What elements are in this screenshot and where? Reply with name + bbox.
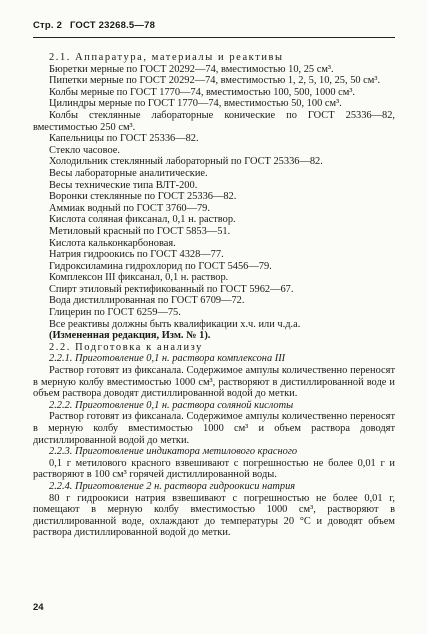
list-item: Цилиндры мерные по ГОСТ 1770—74, вместимостью 50, 100 см³. xyxy=(49,98,342,110)
list-item: Натрия гидроокись по ГОСТ 4328—77. xyxy=(49,249,224,261)
header-rule xyxy=(33,37,395,38)
list-item: Вода дистиллированная по ГОСТ 6709—72. xyxy=(49,295,245,307)
paragraph: Раствор готовят из фиксанала. Содержимое ампулы количественно переносят в мерную колбу вместимостью 1000 см³ и объем раствора доводят дистиллированной водой до метки. xyxy=(33,411,395,446)
paragraph: 0,1 г метилового красного взвешивают с погрешностью не более 0,01 г и растворяют в 100 см³ горячей дистиллированной воды. xyxy=(33,457,395,481)
header-page-label: Стр. 2 xyxy=(33,20,63,31)
list-item: Глицерин по ГОСТ 6259—75. xyxy=(49,307,181,319)
document-body xyxy=(33,52,395,539)
paragraph: Раствор готовят из фиксанала. Содержимое ампулы количественно переносят в мерную колбу вместимостью 1000 см³, растворяют в дистиллированной воде и объем раствора доводят дистиллированной водой до метки. xyxy=(33,365,395,400)
list-item: Колбы мерные по ГОСТ 1770—74, вместимостью 100, 500, 1000 см³. xyxy=(49,86,356,98)
list-item: Гидроксиламина гидрохлорид по ГОСТ 5456—79. xyxy=(49,260,272,272)
list-item: Спирт этиловый ректификованный по ГОСТ 5962—67. xyxy=(49,283,294,295)
section-heading: 2.2. Подготовка к анализу xyxy=(49,341,203,353)
list-item: Колбы стеклянные лабораторные конические по ГОСТ 25336—82, вместимостью 250 см³. xyxy=(33,109,395,133)
subsection-heading: 2.2.1. Приготовление 0,1 н. раствора комплексона III xyxy=(49,353,286,365)
section-heading: 2.1. Аппаратура, материалы и реактивы xyxy=(49,52,284,63)
list-item: Весы лабораторные аналитические. xyxy=(49,167,208,179)
list-item: Метиловый красный по ГОСТ 5853—51. xyxy=(49,225,231,237)
list-item: Кислота кальконкарбоновая. xyxy=(49,237,176,249)
list-item: Стекло часовое. xyxy=(49,144,120,156)
running-header xyxy=(33,20,395,31)
subsection-heading: 2.2.2. Приготовление 0,1 н. раствора соляной кислоты xyxy=(49,399,294,411)
list-item: Воронки стеклянные по ГОСТ 25336—82. xyxy=(49,191,237,203)
subsection-heading: 2.2.4. Приготовление 2 н. раствора гидроокиси натрия xyxy=(49,480,296,492)
list-item: Весы технические типа ВЛТ-200. xyxy=(49,179,198,191)
paragraph: 80 г гидроокиси натрия взвешивают с погрешностью не более 0,01 г, помещают в мерную колбу вместимостью 1000 см³, растворяют в дистиллированной воде, охлаждают до температуры 20 °С и доводят объем раствора дистиллированной водой до метки. xyxy=(33,492,395,539)
list-item: Кислота соляная фиксанал, 0,1 н. раствор. xyxy=(49,214,236,226)
header-standard: ГОСТ 23268.5—78 xyxy=(69,20,156,31)
list-item: Комплексон III фиксанал, 0,1 н. раствор. xyxy=(49,272,229,284)
document-page xyxy=(33,20,395,539)
qualification-note: Все реактивы должны быть квалификации х.ч. или ч.д.а. xyxy=(49,318,301,330)
subsection-heading: 2.2.3. Приготовление индикатора метилового красного xyxy=(49,446,298,458)
list-item: Пипетки мерные по ГОСТ 20292—74, вместимостью 1, 2, 5, 10, 25, 50 см³. xyxy=(49,75,381,87)
amendment-note: (Измененная редакция, Изм. № 1). xyxy=(49,330,211,342)
list-item: Аммиак водный по ГОСТ 3760—79. xyxy=(49,202,210,214)
list-item: Холодильник стеклянный лабораторный по ГОСТ 25336—82. xyxy=(49,156,323,168)
page-number: 24 xyxy=(33,602,44,613)
list-item: Капельницы по ГОСТ 25336—82. xyxy=(49,133,199,145)
list-item: Бюретки мерные по ГОСТ 20292—74, вместимостью 10, 25 см³. xyxy=(49,63,334,75)
